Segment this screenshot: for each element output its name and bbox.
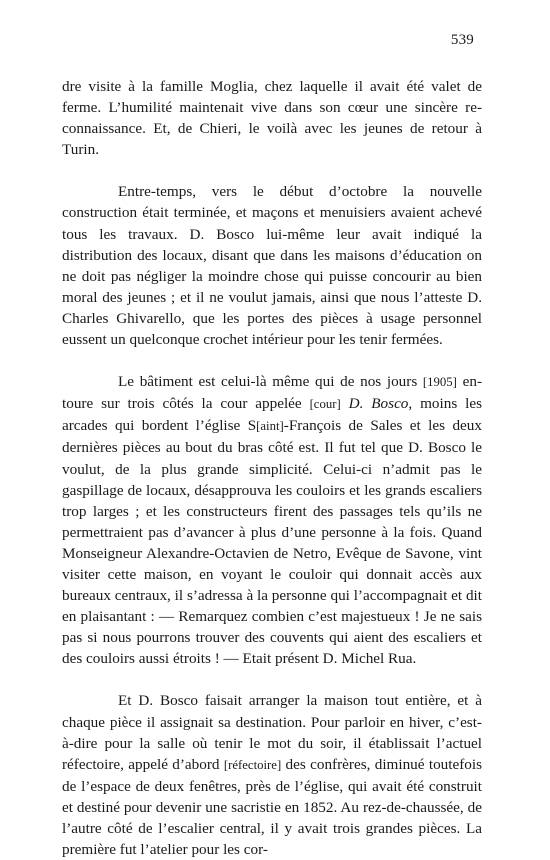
page-number: 539 [450, 32, 474, 48]
paragraph [62, 371, 482, 669]
paragraph [62, 181, 482, 350]
editorial-insertion: [aint] [256, 419, 284, 434]
text-segment: des confrères, diminué toutefois de l’espace de deux fenêtres, près de l’église, qui avait été construit et destiné pour devenir une sacristie en 1852. Au rez-de-chaussée, de l’autre côté de l’escalier central, il y avait trois grandes pièces. La première fut l’atelier pour les cor- [62, 755, 483, 859]
text-segment: dre visite à la famille Moglia, chez laquelle il avait été valet de ferme. L’humilité maintenait vive dans son cœur une sincère reconnaissance. Et, de Chieri, le voilà avec les jeunes de retour à Turin. [62, 78, 482, 159]
text-segment: Entre-temps, vers le début d’octobre la nouvelle construction était terminée, et maçons et menuisiers avaient achevé tous les travaux. D. Bosco lui-même leur avait indiqué la distribution des locaux, disant que dans les maisons d’éducation on ne doit pas négliger la moindre chose qui puisse concourir au bien moral des jeunes ; et il ne voulut jamais, ainsi que nous l’atteste D. Charles Ghivarello, que les portes des pièces à usage personnel eussent un quelconque crochet intérieur pour les tenir fermées. [62, 183, 482, 349]
text-segment: entoure sur trois côtés la cour appelée [62, 373, 482, 413]
text-segment [341, 395, 349, 412]
body-text [62, 76, 482, 860]
text-segment: Le bâtiment est celui-là même qui de nos jours [118, 373, 423, 391]
italic-text: D. Bosco [348, 395, 409, 413]
text-segment: Et D. Bosco faisait arranger la maison tout entière, et à chaque pièce il assignait sa destination. Pour parloir en hiver, c’est-à-dire pour la salle où tenir le mot du soir, il établissait l’actuel réfectoire, appelé d’abord [62, 692, 482, 773]
paragraph [62, 76, 482, 160]
editorial-insertion: [réfectoire] [223, 757, 282, 772]
editorial-insertion: [1905] [422, 375, 457, 390]
text-segment: -François de Sales et les deux dernières pièces au bout du bras côté est. Il fut tel que D. Bosco le voulut, de la plus grande simplicité. Celui-ci n’admit pas le gaspillage de locaux, désapprouva les couloirs et les grands escaliers trop larges ; et les constructeurs firent des passages tels qu’ils ne permettraient pas d’avancer à plus d’une personne à la fois. Quand Monseigneur Alexandre-Octavien de Netro, Evêque de Savone, vint visiter cette maison, en voyant le couloir qui donnait accès aux bureaux centraux, il s’adressa à la personne qui l’accompagnait et dit en plaisantant : — Remarquez combien c’est majestueux ! Je ne sais pas si nous pourrons trouver des couvents qui aient des escaliers et des couloirs aussi étroits ! — Etait présent D. Michel Rua. [62, 417, 482, 668]
editorial-insertion: [cour] [309, 397, 341, 412]
paragraph [62, 690, 482, 860]
text-segment: , moins les arcades qui bordent l’église S [62, 395, 482, 435]
